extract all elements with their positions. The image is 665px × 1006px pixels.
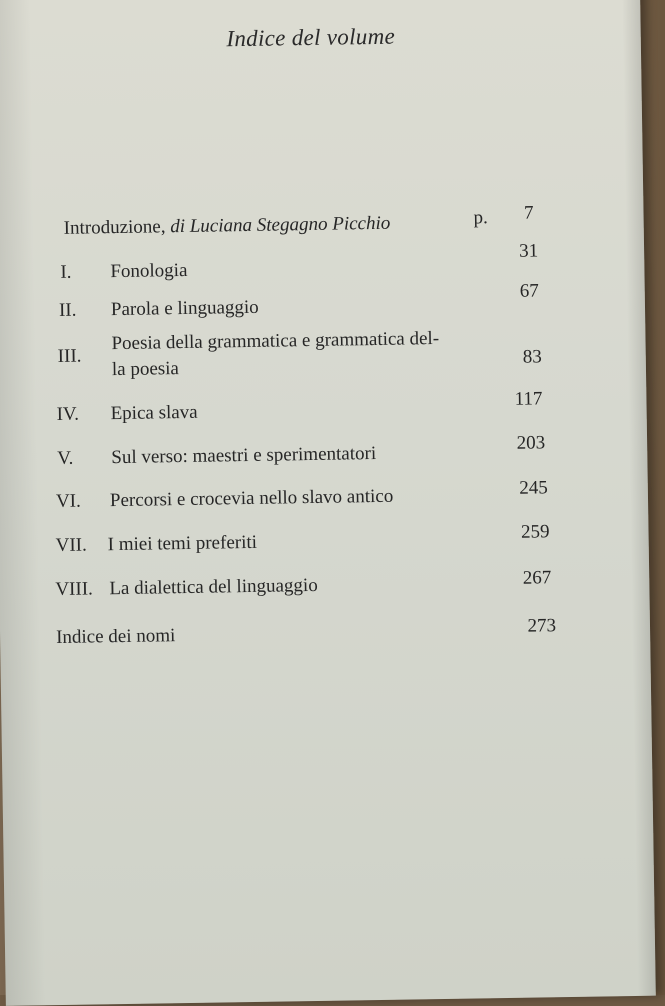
toc-entry-chapter-3 [57, 327, 605, 381]
chapter-numeral: IV. [56, 403, 80, 426]
page-number: 67 [519, 280, 539, 302]
toc-entry-chapter-4 [56, 388, 606, 426]
toc-entry-chapter-7 [55, 521, 608, 557]
toc-entry-chapter-5 [57, 432, 607, 469]
page-number: 267 [522, 567, 552, 589]
page-number: 31 [518, 240, 539, 262]
chapter-numeral: II. [58, 299, 77, 321]
page-number: 245 [519, 477, 548, 499]
chapter-numeral: VII. [55, 534, 87, 557]
chapter-title: Epica slava [110, 401, 198, 425]
toc-entry-chapter-6 [55, 477, 608, 513]
chapter-numeral: VIII. [55, 578, 93, 601]
introduction-label: Introduzione, [63, 216, 171, 239]
page-number: 7 [523, 202, 534, 224]
toc-entry-chapter-2 [58, 280, 605, 321]
chapter-title: Parola e linguaggio [110, 296, 259, 321]
introduction-author: di Luciana Stegagno Picchio [170, 212, 391, 238]
toc-entry-index [55, 615, 610, 649]
index-label: Indice dei nomi [55, 625, 176, 649]
page-prefix: p. [473, 207, 488, 229]
chapter-title: La dialettica del linguaggio [109, 574, 318, 600]
chapter-numeral: III. [57, 345, 82, 367]
chapter-title: I miei temi preferiti [107, 531, 258, 556]
page-number: 273 [527, 615, 557, 637]
page-number: 117 [514, 388, 543, 410]
page-number: 259 [520, 521, 550, 543]
toc-entry-chapter-1 [60, 240, 604, 283]
chapter-title-line-2: la poesia [111, 358, 180, 381]
chapter-title: Percorsi e crocevia nello slavo antico [109, 485, 394, 512]
page-title: Indice del volume [226, 23, 396, 52]
chapter-numeral: V. [57, 447, 74, 469]
toc-entry-introduction [63, 202, 604, 240]
chapter-title-line-1: Poesia della grammatica e grammatica del- [111, 327, 440, 355]
chapter-title: Fonologia [110, 259, 188, 283]
chapter-numeral: I. [60, 261, 72, 283]
chapter-numeral: VI. [55, 490, 81, 513]
page-number: 203 [516, 432, 546, 454]
page-number: 83 [522, 346, 542, 368]
toc-entry-chapter-8 [55, 567, 609, 601]
chapter-title: Sul verso: maestri e sperimentatori [111, 442, 377, 469]
